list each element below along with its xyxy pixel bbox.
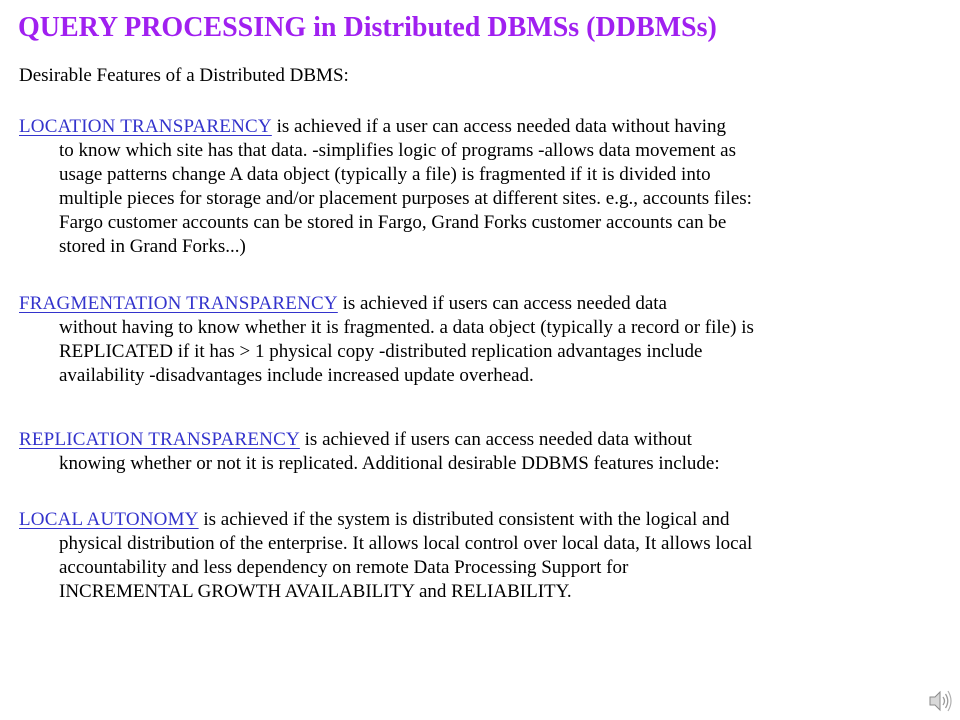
paragraph-first-line [19,292,949,316]
paragraph-line: stored in Grand Forks...) [59,236,246,257]
paragraph-line: accountability and less dependency on remote Data Processing Support for [59,557,629,578]
paragraph-text: is achieved if users can access needed data without [299,429,692,450]
paragraph-first-line [19,508,949,532]
paragraph-line: availability -disadvantages include increased update overhead. [59,365,534,386]
slide-title: QUERY PROCESSING in Distributed DBMSs (DDBMSs) [18,12,717,43]
paragraph-line: INCREMENTAL GROWTH AVAILABILITY and RELIABILITY. [59,581,572,602]
paragraph-line: physical distribution of the enterprise. It allows local control over local data, It allows local [59,533,753,554]
paragraph-text: is achieved if the system is distributed consistent with the logical and [198,509,730,530]
speaker-icon-graphic [927,688,953,714]
link-local-autonomy[interactable]: LOCAL AUTONOMY [19,509,199,530]
link-fragmentation-transparency[interactable]: FRAGMENTATION TRANSPARENCY [19,293,338,314]
paragraph-line: to know which site has that data. -simplifies logic of programs -allows data movement as [59,140,736,161]
paragraph-line: REPLICATED if it has > 1 physical copy -distributed replication advantages include [59,341,703,362]
paragraph-location-transparency [19,115,949,259]
paragraph-line: without having to know whether it is fragmented. a data object (typically a record or file) is [59,317,754,338]
link-replication-transparency[interactable]: REPLICATION TRANSPARENCY [19,429,300,450]
paragraph-local-autonomy [19,508,949,604]
paragraph-text: is achieved if users can access needed data [337,293,667,314]
paragraph-first-line [19,428,949,452]
paragraph-replication-transparency [19,428,949,476]
paragraph-fragmentation-transparency [19,292,949,388]
paragraph-first-line [19,115,949,139]
paragraph-line: knowing whether or not it is replicated. Additional desirable DDBMS features include: [59,453,720,474]
link-location-transparency[interactable]: LOCATION TRANSPARENCY [19,116,272,137]
paragraph-line: multiple pieces for storage and/or placement purposes at different sites. e.g., accounts files: [59,188,752,209]
paragraph-line: usage patterns change A data object (typically a file) is fragmented if it is divided into [59,164,711,185]
features-subtitle: Desirable Features of a Distributed DBMS: [19,65,349,86]
speaker-icon[interactable] [927,688,953,714]
paragraph-line: Fargo customer accounts can be stored in Fargo, Grand Forks customer accounts can be [59,212,727,233]
paragraph-text: is achieved if a user can access needed data without having [271,116,727,137]
